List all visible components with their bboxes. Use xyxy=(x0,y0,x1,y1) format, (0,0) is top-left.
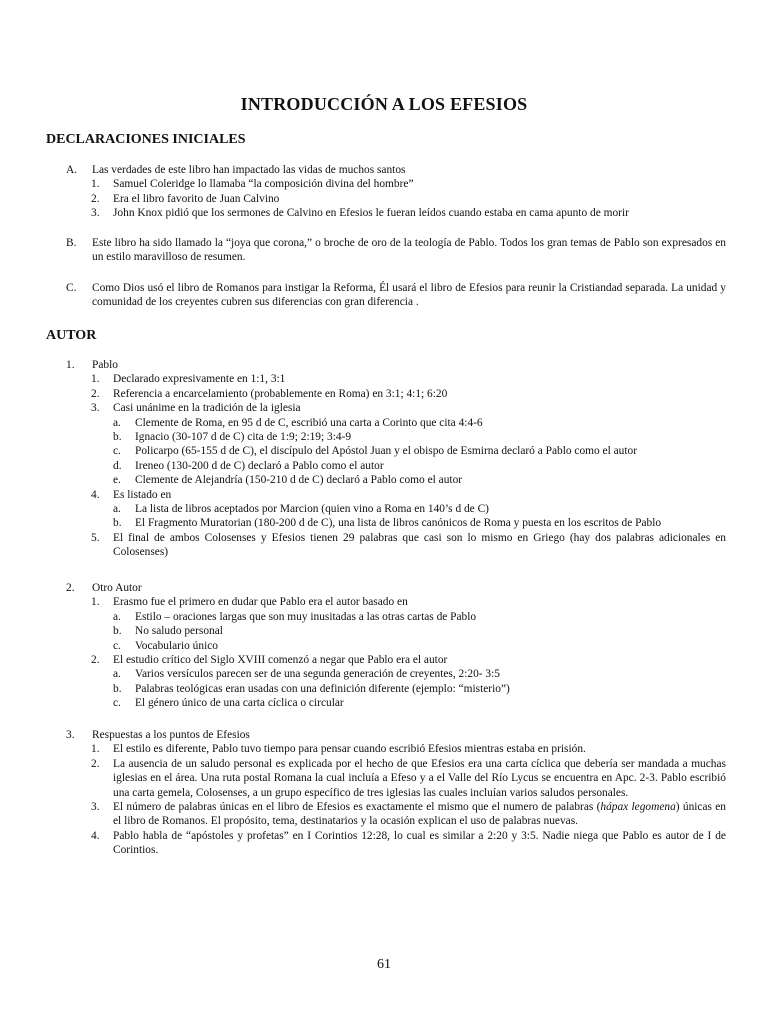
list-item xyxy=(91,800,726,829)
item-text: El género único de una carta cíclica o circular xyxy=(135,697,344,710)
autor-point-1 xyxy=(66,358,726,560)
item-text: Pablo xyxy=(92,359,118,371)
list-subitem xyxy=(113,696,726,710)
list-subitem xyxy=(113,610,726,624)
item-marker: c. xyxy=(113,639,121,652)
item-text: El Fragmento Muratorian (180-200 d de C), una lista de libros canónicos de Roma y puesta en los escritos de Pablo xyxy=(135,517,662,530)
list-subitem xyxy=(113,682,726,696)
autor-point-3 xyxy=(66,728,726,858)
item-marker: 1. xyxy=(66,359,75,371)
item-text: El estilo es diferente, Pablo tuvo tiempo para pensar cuando escribió Efesios mientras estaba en prisión. xyxy=(113,743,586,756)
item-text: La lista de libros aceptados por Marcion (quien vino a Roma en 140’s d de C) xyxy=(135,503,489,516)
item-marker: a. xyxy=(113,610,121,623)
list-item xyxy=(91,653,726,667)
item-marker: d. xyxy=(113,459,122,472)
item-marker: 3. xyxy=(91,207,100,220)
item-marker: 1. xyxy=(91,178,100,191)
item-marker: b. xyxy=(113,431,122,444)
item-text: Erasmo fue el primero en dudar que Pablo era el autor basado en xyxy=(113,596,408,609)
item-marker: 3. xyxy=(91,402,100,415)
list-item xyxy=(91,387,726,401)
item-marker: a. xyxy=(113,416,121,429)
item-marker: 2. xyxy=(91,654,100,667)
item-text: Las verdades de este libro han impactado las vidas de muchos santos xyxy=(92,164,406,176)
item-text: Varios versículos parecen ser de una segunda generación de creyentes, 2:20- 3:5 xyxy=(135,668,500,681)
item-text: Samuel Coleridge lo llamaba “la composición divina del hombre” xyxy=(113,178,414,191)
item-marker: a. xyxy=(113,503,121,516)
item-marker: 3. xyxy=(91,801,100,814)
page-title: INTRODUCCIÓN A LOS EFESIOS xyxy=(240,94,528,114)
item-text: Ireneo (130-200 d de C) declaró a Pablo como el autor xyxy=(135,459,384,472)
item-marker: 4. xyxy=(91,488,100,501)
section-heading-declaraciones: DECLARACIONES INICIALES xyxy=(46,132,246,147)
item-marker: e. xyxy=(113,474,121,487)
item-marker: 2. xyxy=(66,582,75,594)
item-marker: 2. xyxy=(91,757,100,770)
item-marker: a. xyxy=(113,668,121,681)
hapax-legomena-term: hápax legomena xyxy=(600,801,676,814)
item-text: Como Dios usó el libro de Romanos para instigar la Reforma, Él usará el libro de Efesios para reunir la Cristiandad separada. La unidad y comunidad de los creyentes cubren sus diferencias con gran diferencia . xyxy=(92,282,726,309)
list-item xyxy=(91,192,726,206)
item-marker: 1. xyxy=(91,596,100,609)
item-marker: b. xyxy=(113,517,122,530)
list-subitem xyxy=(113,667,726,681)
list-subitem xyxy=(113,624,726,638)
list-item xyxy=(91,595,726,609)
item-marker: b. xyxy=(113,682,122,695)
item-c xyxy=(66,281,726,310)
item-text: Este libro ha sido llamado la “joya que corona,” o broche de oro de la teología de Pablo. Todos los gran temas de Pablo son expresados en un estilo maravilloso de resumen. xyxy=(92,237,726,264)
item-text: Respuestas a los puntos de Efesios xyxy=(92,729,250,741)
page-number: 61 xyxy=(377,957,391,972)
list-subitem xyxy=(113,516,726,530)
list-item xyxy=(91,206,726,220)
item-text: Ignacio (30-107 d de C) cita de 1:9; 2:19; 3:4-9 xyxy=(135,431,352,444)
item-text: Estilo – oraciones largas que son muy inusitadas a las otras cartas de Pablo xyxy=(135,610,477,623)
item-marker: A. xyxy=(66,164,78,176)
item-text: Clemente de Alejandría (150-210 d de C) declaró a Pablo como el autor xyxy=(135,474,463,487)
list-item xyxy=(91,372,726,386)
list-item xyxy=(91,488,726,502)
item-marker: 3. xyxy=(66,729,75,741)
item-text: John Knox pidió que los sermones de Calvino en Efesios le fueran leídos cuando estaba en cama apunto de morir xyxy=(113,207,629,220)
item-text: Otro Autor xyxy=(92,582,142,594)
item-text: Es listado en xyxy=(113,488,172,501)
item-marker: 5. xyxy=(91,531,100,544)
item-marker: c. xyxy=(113,445,121,458)
item-text: Policarpo (65-155 d de C), el discípulo del Apóstol Juan y el obispo de Esmirna declaró a Pablo como el autor xyxy=(135,445,638,458)
list-item xyxy=(91,177,726,191)
list-subitem xyxy=(113,459,726,473)
item-text: Palabras teológicas eran usadas con una definición diferente (ejemplo: “misterio”) xyxy=(135,682,510,695)
item-marker: b. xyxy=(113,625,122,638)
item-marker: 2. xyxy=(91,192,100,205)
list-item xyxy=(91,829,726,858)
item-text: Vocabulario único xyxy=(135,639,218,652)
item-text: Referencia a encarcelamiento (probablemente en Roma) en 3:1; 4:1; 6:20 xyxy=(113,387,448,400)
list-item xyxy=(91,742,726,756)
item-marker: 1. xyxy=(91,373,100,386)
item-text: Era el libro favorito de Juan Calvino xyxy=(113,192,280,205)
list-item xyxy=(91,401,726,415)
item-marker: 4. xyxy=(91,829,100,842)
list-item xyxy=(91,757,726,800)
item-text: El estudio crítico del Siglo XVIII comenzó a negar que Pablo era el autor xyxy=(113,654,448,667)
item-text: Casi unánime en la tradición de la iglesia xyxy=(113,402,301,415)
list-item xyxy=(91,531,726,560)
list-subitem xyxy=(113,639,726,653)
item-text: Pablo habla de “apóstoles y profetas” en I Corintios 12:28, lo cual es similar a 2:20 y 3:5. Nadie niega que Pablo es autor de I de Corintios. xyxy=(113,829,726,857)
item-text xyxy=(113,800,726,829)
autor-point-2 xyxy=(66,581,726,711)
item-text: La ausencia de un saludo personal es explicada por el hecho de que Efesios era una carta cíclica que debería ser mandada a muchas iglesias en el área. Una ruta postal Romana la cual incluía a Efeso y a el Valle del Río Lycus se encuentra en Apc. 2-3. Pablo escribió una carta gemela, Colosenses, a un grupo específico de tres iglesias las cuales incluían varios saludos personales. xyxy=(113,757,726,799)
list-subitem xyxy=(113,444,726,458)
item-marker: C. xyxy=(66,282,77,294)
item-marker: 2. xyxy=(91,387,100,400)
item-text: No saludo personal xyxy=(135,625,223,638)
list-subitem xyxy=(113,502,726,516)
item-marker: 1. xyxy=(91,743,100,756)
item-text-part: El número de palabras únicas en el libro de Efesios es exactamente el mismo que el numero de palabras ( xyxy=(113,801,601,814)
item-text-part: ) únicas en el libro de Romanos. El propósito, tema, destinatarios y la ocasión explican el uso de palabras nuevas. xyxy=(113,801,726,828)
list-subitem xyxy=(113,416,726,430)
section-heading-autor: AUTOR xyxy=(46,328,97,343)
list-subitem xyxy=(113,473,726,487)
item-text: El final de ambos Colosenses y Efesios tienen 29 palabras que casi son lo mismo en Griego (hay dos palabras adicionales en Colosenses) xyxy=(113,531,726,559)
item-marker: c. xyxy=(113,697,121,710)
item-text: Declarado expresivamente en 1:1, 3:1 xyxy=(113,373,286,386)
item-text: Clemente de Roma, en 95 d de C, escribió una carta a Corinto que cita 4:4-6 xyxy=(135,416,483,429)
list-subitem xyxy=(113,430,726,444)
item-b xyxy=(66,236,726,265)
item-a xyxy=(66,163,726,221)
item-marker: B. xyxy=(66,237,77,249)
